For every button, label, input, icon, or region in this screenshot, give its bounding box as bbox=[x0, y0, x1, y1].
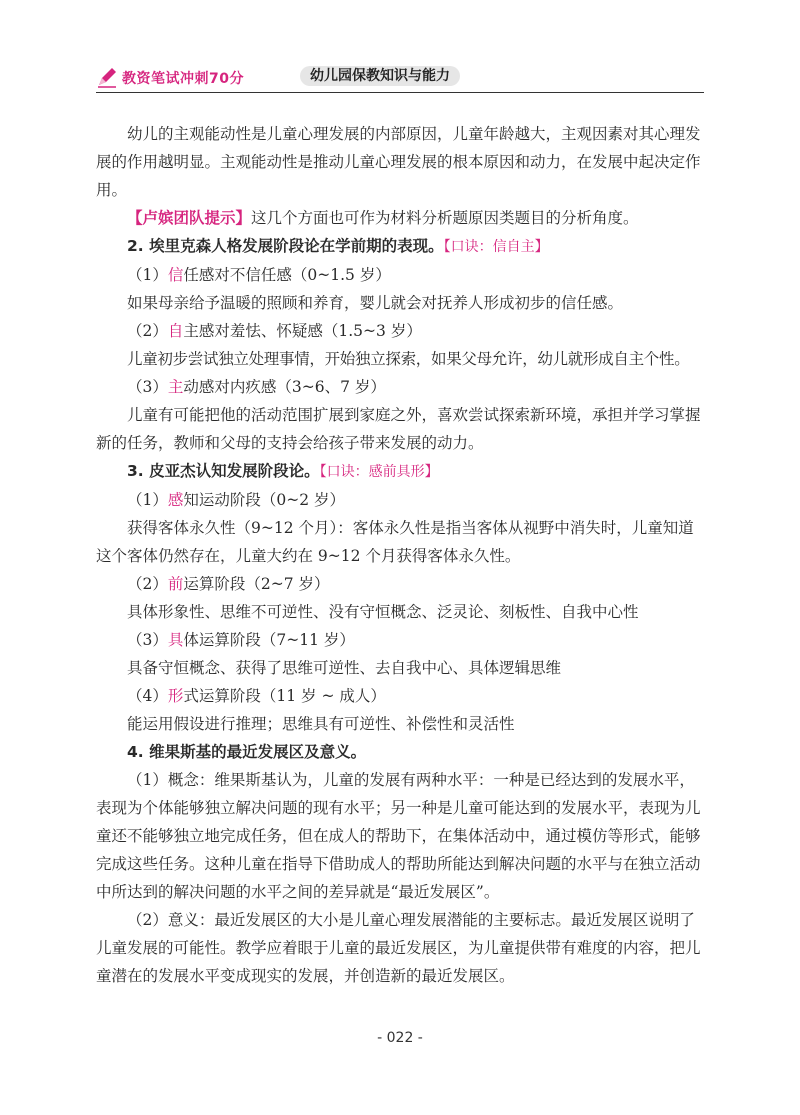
stage-title: （4）形式运算阶段（11 岁 ~ 成人） bbox=[127, 687, 386, 705]
tip-text: 这几个方面也可作为材料分析题原因类题目的分析角度。 bbox=[251, 209, 639, 227]
keyword: 形 bbox=[167, 687, 184, 705]
stage-title: （1）感知运动阶段（0~2 岁） bbox=[127, 491, 346, 509]
mnemonic: 【口诀：感前具形】 bbox=[319, 464, 439, 480]
keyword: 感 bbox=[167, 491, 184, 509]
stage-description: 如果母亲给予温暖的照顾和养育，婴儿就会对抚养人形成初步的信任感。 bbox=[127, 294, 624, 312]
stage-title: （2）自主感对羞怯、怀疑感（1.5~3 岁） bbox=[127, 322, 422, 340]
stage-description: 儿童初步尝试独立处理事情，开始独立探索，如果父母允许，幼儿就形成自主个性。 bbox=[127, 350, 690, 368]
tip-label: 【卢嫔团队提示】 bbox=[127, 209, 252, 227]
section-heading-piaget bbox=[96, 457, 704, 486]
pencil-icon bbox=[96, 66, 118, 88]
paragraph-initiative: 幼儿的主观能动性是儿童心理发展的内部原因，儿童年龄越大，主观因素对其心理发展的作用越明显。主观能动性是推动儿童心理发展的根本原因和动力，在发展中起决定作用。 bbox=[96, 125, 701, 199]
heading-text: 2. 埃里克森人格发展阶段论在学前期的表现。 bbox=[127, 237, 444, 255]
team-tip bbox=[96, 204, 704, 232]
page-content bbox=[96, 120, 704, 990]
page-number: - 022 - bbox=[377, 1030, 423, 1046]
zpd-meaning: （2）意义：最近发展区的大小是儿童心理发展潜能的主要标志。最近发展区说明了儿童发展的可能性。教学应着眼于儿童的最近发展区，为儿童提供带有难度的内容，把儿童潜在的发展水平变成现实的发展，并创造新的最近发展区。 bbox=[96, 911, 701, 985]
stage-description: 能运用假设进行推理；思维具有可逆性、补偿性和灵活性 bbox=[127, 715, 515, 733]
keyword: 前 bbox=[167, 575, 184, 593]
keyword: 自 bbox=[167, 322, 184, 340]
keyword: 主 bbox=[167, 378, 184, 396]
zpd-concept: （1）概念：维果斯基认为，儿童的发展有两种水平：一种是已经达到的发展水平，表现为个体能够独立解决问题的现有水平；另一种是儿童可能达到的发展水平，表现为儿童还不能够独立地完成任务，但在成人的帮助下，在集体活动中，通过模仿等形式，能够完成这些任务。这种儿童在指导下借助成人的帮助所能达到解决问题的水平与在独立活动中所达到的解决问题的水平之间的差异就是“最近发展区”。 bbox=[96, 771, 701, 901]
stage-description: 获得客体永久性（9~12 个月）：客体永久性是指当客体从视野中消失时，儿童知道这个客体仍然存在，儿童大约在 9~12 个月获得客体永久性。 bbox=[96, 519, 694, 565]
stage-description: 具备守恒概念、获得了思维可逆性、去自我中心、具体逻辑思维 bbox=[127, 659, 562, 677]
page-header bbox=[96, 64, 704, 93]
stage-title: （2）前运算阶段（2~7 岁） bbox=[127, 575, 330, 593]
mnemonic: 【口诀：信自主】 bbox=[443, 239, 549, 255]
stage-description: 儿童有可能把他的活动范围扩展到家庭之外，喜欢尝试探索新环境，承担并学习掌握新的任务，教师和父母的支持会给孩子带来发展的动力。 bbox=[96, 406, 701, 452]
subject-badge: 幼儿园保教知识与能力 bbox=[300, 66, 460, 86]
keyword: 信 bbox=[167, 266, 184, 284]
stage-description: 具体形象性、思维不可逆性、没有守恒概念、泛灵论、刻板性、自我中心性 bbox=[127, 603, 639, 621]
stage-title: （1）信任感对不信任感（0~1.5 岁） bbox=[127, 266, 391, 284]
section-heading-vygotsky bbox=[96, 738, 704, 766]
keyword: 具 bbox=[167, 631, 184, 649]
stage-title: （3）主动感对内疚感（3~6、7 岁） bbox=[127, 378, 386, 396]
section-heading-erikson bbox=[96, 232, 704, 261]
heading-text: 4. 维果斯基的最近发展区及意义。 bbox=[127, 743, 367, 761]
series-title: 教资笔试冲刺70分 bbox=[122, 71, 244, 87]
stage-title: （3）具体运算阶段（7~11 岁） bbox=[127, 631, 355, 649]
heading-text: 3. 皮亚杰认知发展阶段论。 bbox=[127, 462, 320, 480]
